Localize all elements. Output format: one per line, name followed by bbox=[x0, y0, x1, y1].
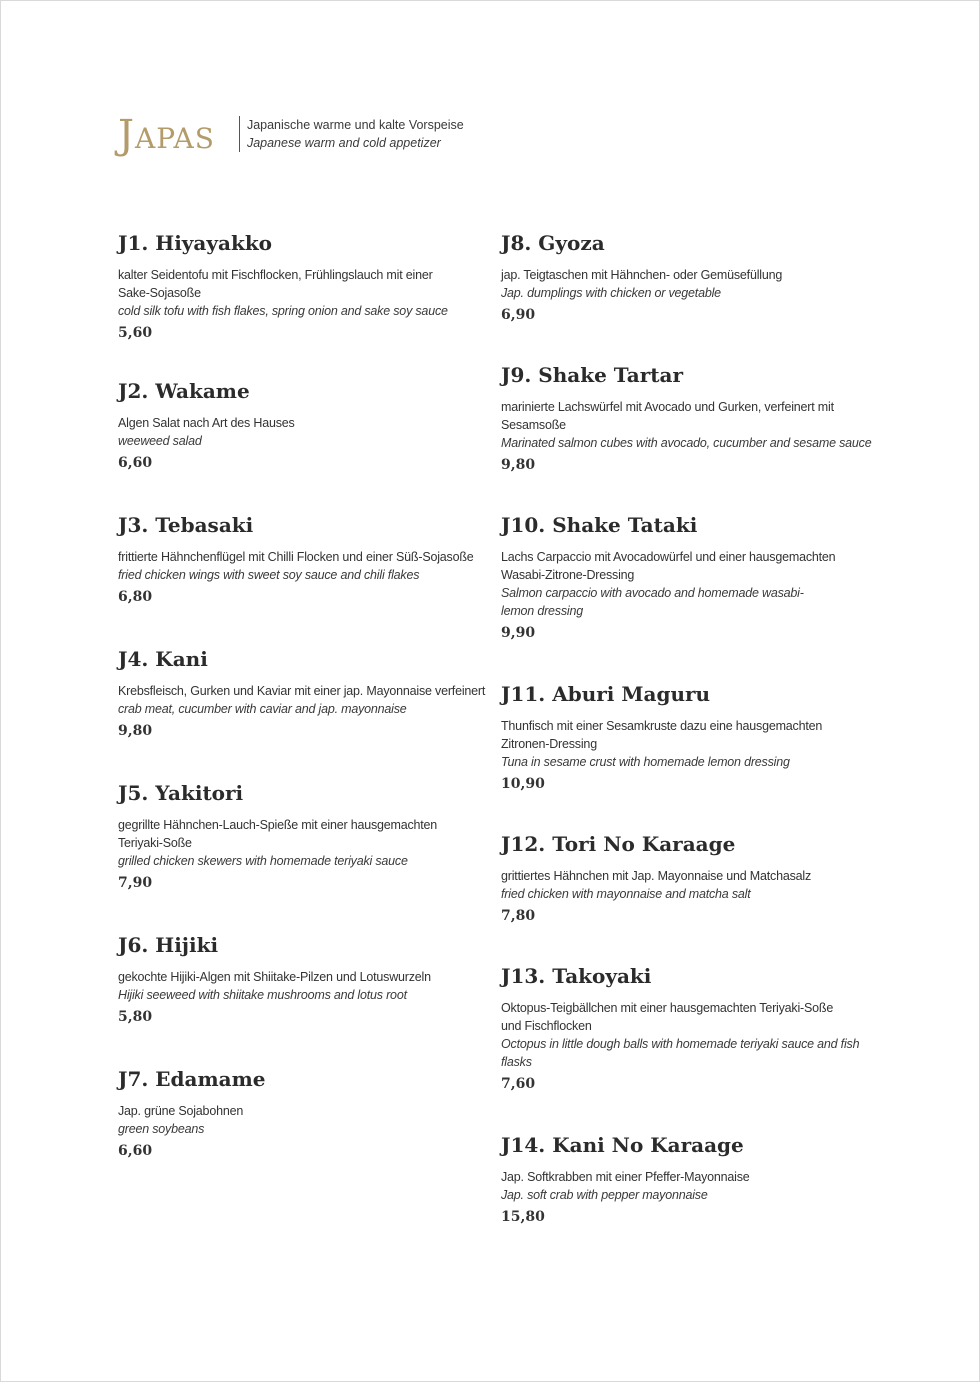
menu-item-description-en: Tuna in sesame crust with homemade lemon dressing bbox=[501, 755, 790, 769]
menu-item-title: J4. Kani bbox=[118, 647, 208, 671]
menu-item-description-en: weeweed salad bbox=[118, 434, 202, 448]
menu-item-j6 bbox=[118, 932, 488, 1027]
menu-item-j12 bbox=[501, 831, 871, 926]
subtitle-english: Japanese warm and cold appetizer bbox=[246, 136, 441, 150]
menu-item-title: J8. Gyoza bbox=[501, 231, 605, 255]
menu-item-title: J9. Shake Tartar bbox=[501, 363, 683, 387]
menu-item-title: J12. Tori No Karaage bbox=[501, 832, 736, 856]
menu-item-description-de: gegrillte Hähnchen-Lauch-Spieße mit einer hausgemachten Teriyaki-Soße bbox=[118, 818, 438, 850]
menu-item-price: 7,80 bbox=[501, 908, 536, 924]
menu-item-price: 5,80 bbox=[118, 1009, 153, 1025]
menu-item-j10 bbox=[501, 512, 871, 643]
menu-item-description-en: fried chicken with mayonnaise and matcha salt bbox=[501, 887, 751, 901]
menu-item-description-de: frittierte Hähnchenflügel mit Chilli Flocken und einer Süß-Sojasoße bbox=[118, 550, 474, 564]
menu-item-price: 10,90 bbox=[501, 776, 545, 792]
menu-item-price: 6,90 bbox=[501, 307, 536, 323]
menu-item-price: 9,80 bbox=[118, 723, 153, 739]
menu-item-description-en: green soybeans bbox=[118, 1122, 205, 1136]
menu-item-description-en: Jap. soft crab with pepper mayonnaise bbox=[501, 1188, 708, 1202]
menu-item-description-de: kalter Seidentofu mit Fischflocken, Frühlingslauch mit einer Sake-Sojasoße bbox=[118, 268, 433, 300]
menu-item-description-de: Jap. grüne Sojabohnen bbox=[118, 1104, 244, 1118]
menu-item-price: 9,80 bbox=[501, 457, 536, 473]
menu-item-description-en: cold silk tofu with fish flakes, spring onion and sake soy sauce bbox=[118, 304, 448, 318]
menu-item-description-de: Thunfisch mit einer Sesamkruste dazu eine hausgemachten Zitronen-Dressing bbox=[501, 719, 823, 751]
menu-item-j13 bbox=[501, 963, 871, 1094]
menu-item-title: J5. Yakitori bbox=[118, 781, 244, 805]
menu-item-description-en: Jap. dumplings with chicken or vegetable bbox=[501, 286, 721, 300]
menu-item-price: 6,60 bbox=[118, 1143, 153, 1159]
menu-item-title: J6. Hijiki bbox=[118, 933, 219, 957]
menu-item-description-en: Hijiki seeweed with shiitake mushrooms and lotus root bbox=[118, 988, 407, 1002]
menu-item-j5 bbox=[118, 780, 488, 893]
menu-item-j8 bbox=[501, 230, 871, 325]
menu-item-description-de: Lachs Carpaccio mit Avocadowürfel und einer hausgemachten Wasabi-Zitrone-Dressing bbox=[501, 550, 836, 582]
menu-item-price: 5,60 bbox=[118, 325, 153, 341]
menu-item-j9 bbox=[501, 362, 871, 475]
section-title: Japas bbox=[118, 112, 215, 158]
menu-item-j2 bbox=[118, 378, 488, 473]
menu-item-description-en: Marinated salmon cubes with avocado, cucumber and sesame sauce bbox=[501, 436, 872, 450]
menu-item-title: J10. Shake Tataki bbox=[501, 513, 698, 537]
menu-item-price: 9,90 bbox=[501, 625, 536, 641]
menu-item-title: J2. Wakame bbox=[118, 379, 250, 403]
menu-item-price: 7,90 bbox=[118, 875, 153, 891]
menu-item-title: J7. Edamame bbox=[118, 1067, 266, 1091]
subtitle-german: Japanische warme und kalte Vorspeise bbox=[246, 118, 464, 132]
menu-item-title: J3. Tebasaki bbox=[118, 513, 254, 537]
menu-item-description-en: Salmon carpaccio with avocado and homemade wasabi-lemon dressing bbox=[501, 586, 804, 618]
menu-item-j4 bbox=[118, 646, 488, 741]
menu-item-description-de: Jap. Softkrabben mit einer Pfeffer-Mayonnaise bbox=[501, 1170, 750, 1184]
menu-item-description-de: Krebsfleisch, Gurken und Kaviar mit einer jap. Mayonnaise verfeinert bbox=[118, 684, 486, 698]
menu-item-j7 bbox=[118, 1066, 488, 1161]
menu-item-description-de: marinierte Lachswürfel mit Avocado und Gurken, verfeinert mit Sesamsoße bbox=[501, 400, 834, 432]
menu-item-description-en: fried chicken wings with sweet soy sauce and chili flakes bbox=[118, 568, 420, 582]
menu-item-description-de: Oktopus-Teigbällchen mit einer hausgemachten Teriyaki-Soße und Fischflocken bbox=[501, 1001, 834, 1033]
menu-item-j11 bbox=[501, 681, 871, 794]
menu-item-description-en: Octopus in little dough balls with homemade teriyaki sauce and fish flasks bbox=[501, 1037, 860, 1069]
menu-item-description-de: gekochte Hijiki-Algen mit Shiitake-Pilzen und Lotuswurzeln bbox=[118, 970, 431, 984]
menu-item-title: J1. Hiyayakko bbox=[118, 231, 273, 255]
menu-item-title: J11. Aburi Maguru bbox=[501, 682, 711, 706]
menu-item-description-en: grilled chicken skewers with homemade teriyaki sauce bbox=[118, 854, 408, 868]
menu-item-description-en: crab meat, cucumber with caviar and jap. mayonnaise bbox=[118, 702, 407, 716]
menu-item-description-de: jap. Teigtaschen mit Hähnchen- oder Gemüsefüllung bbox=[501, 268, 783, 282]
menu-item-description-de: grittiertes Hähnchen mit Jap. Mayonnaise und Matchasalz bbox=[501, 869, 811, 883]
menu-item-price: 6,60 bbox=[118, 455, 153, 471]
menu-item-j3 bbox=[118, 512, 488, 607]
menu-item-title: J13. Takoyaki bbox=[501, 964, 652, 988]
menu-item-price: 6,80 bbox=[118, 589, 153, 605]
menu-item-j1 bbox=[118, 230, 488, 343]
section-subtitle bbox=[239, 116, 464, 152]
menu-item-title: J14. Kani No Karaage bbox=[501, 1133, 744, 1157]
menu-item-j14 bbox=[501, 1132, 871, 1227]
menu-item-price: 7,60 bbox=[501, 1076, 536, 1092]
menu-header bbox=[118, 113, 464, 157]
menu-item-description-de: Algen Salat nach Art des Hauses bbox=[118, 416, 295, 430]
menu-item-price: 15,80 bbox=[501, 1209, 545, 1225]
